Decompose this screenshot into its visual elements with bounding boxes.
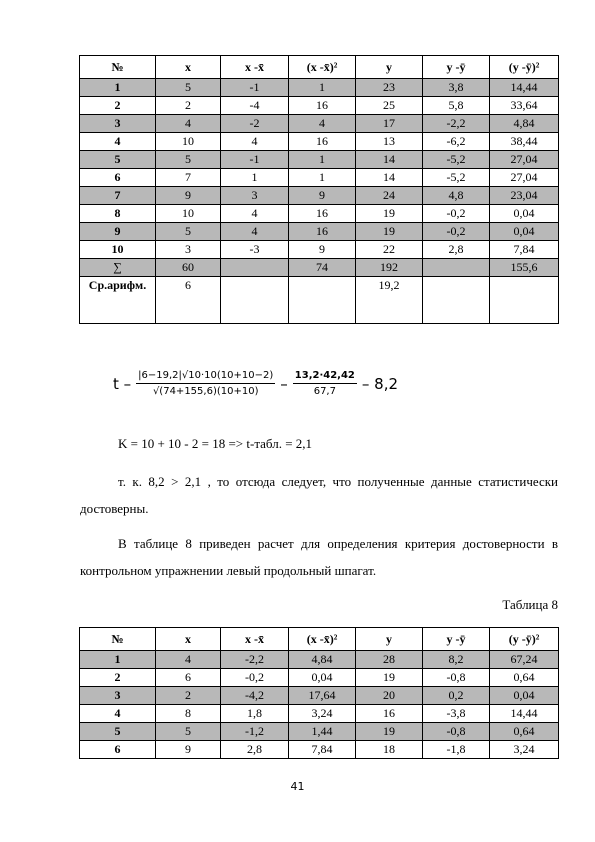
table-cell: 1,44	[289, 723, 356, 741]
formula-minus-1: –	[280, 374, 288, 393]
table-row	[80, 651, 559, 669]
table-cell: 0,64	[490, 723, 559, 741]
column-header: №	[80, 56, 156, 79]
table-cell: 8	[156, 705, 221, 723]
table-cell: 25	[356, 97, 423, 115]
average-cell: 19,2	[356, 277, 423, 324]
table-8	[79, 627, 559, 759]
table-cell: 23,04	[490, 187, 559, 205]
table-row	[80, 187, 559, 205]
table-cell: 17	[356, 115, 423, 133]
table-cell: 4	[156, 651, 221, 669]
table-cell: 4,84	[289, 651, 356, 669]
table-cell: 0,04	[490, 223, 559, 241]
table-cell: 16	[356, 705, 423, 723]
k-line: K = 10 + 10 - 2 = 18 => t-табл. = 2,1	[118, 436, 313, 451]
table-cell: 0,64	[490, 669, 559, 687]
table-cell: 67,24	[490, 651, 559, 669]
average-row	[80, 277, 559, 324]
table-row	[80, 169, 559, 187]
table-cell: 8,2	[423, 651, 490, 669]
table-cell: 2	[156, 687, 221, 705]
table-cell: -0,8	[423, 669, 490, 687]
table-cell: -2,2	[423, 115, 490, 133]
table-cell: 1	[289, 169, 356, 187]
table-cell: 1,8	[221, 705, 289, 723]
table-row	[80, 723, 559, 741]
table-cell: 6	[156, 669, 221, 687]
sum-cell: 60	[156, 259, 221, 277]
average-cell	[289, 277, 356, 324]
average-cell	[221, 277, 289, 324]
table8-caption: Таблица 8	[502, 597, 558, 612]
table-cell: 5	[156, 223, 221, 241]
table-cell: 7	[80, 187, 156, 205]
average-cell: Ср.арифм.	[80, 277, 156, 324]
table-cell: 16	[289, 223, 356, 241]
table-cell: 4	[80, 133, 156, 151]
table8-intro-paragraph: В таблице 8 приведен расчет для определения критерия достоверности в контрольном упражнении левый продольный шпагат.	[80, 536, 558, 578]
table-cell: 1	[80, 651, 156, 669]
column-header: y	[356, 56, 423, 79]
table-cell: 9	[156, 187, 221, 205]
table-cell: -0,8	[423, 723, 490, 741]
sum-cell	[423, 259, 490, 277]
table-cell: -5,2	[423, 151, 490, 169]
formula-t-label: t –	[113, 374, 132, 393]
table-cell: 16	[289, 133, 356, 151]
column-header: x	[156, 628, 221, 651]
table-cell: 3	[156, 241, 221, 259]
column-header: y	[356, 628, 423, 651]
table-cell: -2	[221, 115, 289, 133]
table-cell: 10	[80, 241, 156, 259]
formula-numerator-1: |6−19,2|√10·10(10+10−2)	[136, 370, 275, 384]
table-cell: 1	[221, 169, 289, 187]
table-cell: 16	[289, 97, 356, 115]
column-header: №	[80, 628, 156, 651]
table-cell: 5,8	[423, 97, 490, 115]
table-cell: 14	[356, 151, 423, 169]
sum-cell: ∑	[80, 259, 156, 277]
table-cell: -5,2	[423, 169, 490, 187]
table-cell: 1	[289, 151, 356, 169]
table-cell: 13	[356, 133, 423, 151]
table-cell: 0,04	[490, 687, 559, 705]
table-cell: 0,04	[490, 205, 559, 223]
table-cell: -3	[221, 241, 289, 259]
table-cell: -0,2	[423, 205, 490, 223]
formula-result: – 8,2	[361, 374, 399, 393]
formula-fraction-1	[136, 370, 275, 397]
table-cell: 27,04	[490, 169, 559, 187]
table-cell: 17,64	[289, 687, 356, 705]
table-cell: -1,2	[221, 723, 289, 741]
average-cell	[490, 277, 559, 324]
table-cell: 2,8	[221, 741, 289, 759]
table-cell: 22	[356, 241, 423, 259]
table-cell: -3,8	[423, 705, 490, 723]
conclusion-paragraph: т. к. 8,2 > 2,1 , то отсюда следует, что полученные данные статистически достоверны.	[80, 474, 558, 516]
table-cell: -6,2	[423, 133, 490, 151]
average-cell: 6	[156, 277, 221, 324]
table-header-row	[80, 628, 559, 651]
table-cell: 4	[289, 115, 356, 133]
table-cell: 3,8	[423, 79, 490, 97]
column-header: y -ȳ	[423, 56, 490, 79]
column-header: (y -ȳ)²	[490, 56, 559, 79]
table-cell: 5	[156, 79, 221, 97]
table-cell: 1	[80, 79, 156, 97]
table-cell: 9	[156, 741, 221, 759]
table-cell: 16	[289, 205, 356, 223]
table-cell: 14,44	[490, 79, 559, 97]
table-cell: 24	[356, 187, 423, 205]
table-row	[80, 669, 559, 687]
table-cell: 14	[356, 169, 423, 187]
column-header: x -x̄	[221, 56, 289, 79]
sum-cell: 74	[289, 259, 356, 277]
column-header: (x -x̄)²	[289, 56, 356, 79]
table-cell: 5	[80, 151, 156, 169]
table-cell: -4	[221, 97, 289, 115]
table-cell: 27,04	[490, 151, 559, 169]
table-cell: 3,24	[490, 741, 559, 759]
table-1	[79, 55, 559, 324]
table-cell: 28	[356, 651, 423, 669]
table-cell: 19	[356, 669, 423, 687]
table-row	[80, 223, 559, 241]
column-header: x	[156, 56, 221, 79]
table-cell: 38,44	[490, 133, 559, 151]
table-cell: 2	[156, 97, 221, 115]
table-cell: 14,44	[490, 705, 559, 723]
table-header-row	[80, 56, 559, 79]
table-cell: 10	[156, 133, 221, 151]
table-cell: 23	[356, 79, 423, 97]
table-row	[80, 151, 559, 169]
sum-cell: 155,6	[490, 259, 559, 277]
table-cell: 18	[356, 741, 423, 759]
table-row	[80, 241, 559, 259]
table-cell: 7	[156, 169, 221, 187]
table-cell: 4	[221, 223, 289, 241]
table-cell: 20	[356, 687, 423, 705]
column-header: x -x̄	[221, 628, 289, 651]
table-cell: 9	[289, 187, 356, 205]
table-cell: 2	[80, 97, 156, 115]
table-cell: -0,2	[221, 669, 289, 687]
formula-denominator-2: 67,7	[313, 386, 336, 397]
table-cell: 9	[289, 241, 356, 259]
table-cell: 9	[80, 223, 156, 241]
table-cell: 4,84	[490, 115, 559, 133]
table-cell: 6	[80, 741, 156, 759]
table-cell: 6	[80, 169, 156, 187]
table-cell: 19	[356, 205, 423, 223]
table-cell: 5	[80, 723, 156, 741]
table-cell: -1	[221, 79, 289, 97]
table-cell: 10	[156, 205, 221, 223]
table-cell: 2	[80, 669, 156, 687]
sum-cell: 192	[356, 259, 423, 277]
table-cell: -2,2	[221, 651, 289, 669]
table-cell: 19	[356, 723, 423, 741]
table-cell: 3	[221, 187, 289, 205]
table-cell: 1	[289, 79, 356, 97]
table-cell: 4	[156, 115, 221, 133]
table-cell: 3,24	[289, 705, 356, 723]
table-row	[80, 97, 559, 115]
table-cell: -1,8	[423, 741, 490, 759]
table-cell: 7,84	[490, 241, 559, 259]
sum-cell	[221, 259, 289, 277]
table-row	[80, 79, 559, 97]
table-cell: 0,04	[289, 669, 356, 687]
table-cell: 33,64	[490, 97, 559, 115]
sum-row	[80, 259, 559, 277]
table-cell: 7,84	[289, 741, 356, 759]
formula-fraction-2	[293, 370, 357, 397]
table-cell: 3	[80, 687, 156, 705]
table-cell: -0,2	[423, 223, 490, 241]
table-row	[80, 687, 559, 705]
formula-numerator-2: 13,2·42,42	[293, 370, 357, 384]
formula-denominator-1: √(74+155,6)(10+10)	[152, 386, 259, 397]
average-cell	[423, 277, 490, 324]
table-row	[80, 115, 559, 133]
table-cell: 4	[80, 705, 156, 723]
column-header: (x -x̄)²	[289, 628, 356, 651]
table-cell: 4,8	[423, 187, 490, 205]
table-cell: 4	[221, 133, 289, 151]
table-cell: 5	[156, 723, 221, 741]
table-cell: -4,2	[221, 687, 289, 705]
table-cell: 8	[80, 205, 156, 223]
table-cell: 5	[156, 151, 221, 169]
table-cell: 19	[356, 223, 423, 241]
table-cell: -1	[221, 151, 289, 169]
table-cell: 3	[80, 115, 156, 133]
table-row	[80, 205, 559, 223]
table-row	[80, 705, 559, 723]
table-row	[80, 133, 559, 151]
column-header: y -ȳ	[423, 628, 490, 651]
t-formula	[113, 370, 398, 397]
page-number: 41	[290, 780, 305, 793]
table-row	[80, 741, 559, 759]
table-cell: 0,2	[423, 687, 490, 705]
table-cell: 4	[221, 205, 289, 223]
column-header: (y -ȳ)²	[490, 628, 559, 651]
table-cell: 2,8	[423, 241, 490, 259]
